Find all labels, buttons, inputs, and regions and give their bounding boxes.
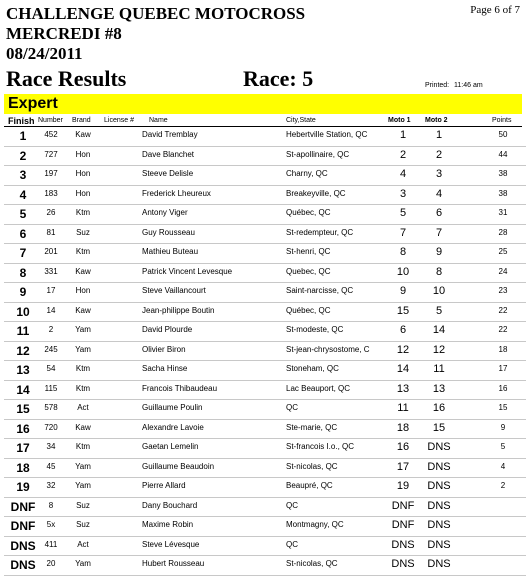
table-row bbox=[4, 459, 526, 479]
cell-moto2: 2 bbox=[435, 148, 443, 161]
cell-moto1: 8 bbox=[399, 246, 407, 258]
cell-city: St-jean-chrysostome, C bbox=[286, 344, 370, 354]
cell-points: 50 bbox=[498, 130, 508, 139]
cell-moto1: 13 bbox=[396, 382, 410, 395]
table-row bbox=[4, 361, 526, 381]
cell-name: Sacha Hinse bbox=[142, 364, 188, 373]
col-number: Number bbox=[38, 117, 63, 124]
table-row bbox=[4, 225, 526, 245]
cell-name: Maxime Robin bbox=[142, 520, 194, 529]
cell-points: 4 bbox=[500, 461, 506, 471]
table-row bbox=[4, 342, 526, 362]
cell-city: Québec, QC bbox=[286, 305, 331, 315]
cell-brand: Kaw bbox=[75, 266, 91, 276]
cell-moto2: DNS bbox=[427, 499, 451, 512]
cell-moto2: 4 bbox=[435, 187, 443, 200]
cell-city: St-redempteur, QC bbox=[286, 227, 354, 237]
table-row bbox=[4, 556, 526, 576]
cell-number: 54 bbox=[46, 364, 56, 373]
cell-number: 20 bbox=[46, 559, 56, 568]
cell-finish: 10 bbox=[16, 304, 30, 319]
cell-city: QC bbox=[286, 539, 298, 549]
cell-city: Québec, QC bbox=[286, 208, 331, 217]
cell-moto1: 18 bbox=[396, 421, 410, 434]
cell-moto2: 12 bbox=[432, 343, 446, 356]
event-date: 08/24/2011 bbox=[6, 44, 83, 63]
cell-brand: Hon bbox=[75, 188, 91, 198]
cell-moto2: 16 bbox=[432, 402, 446, 414]
col-points: Points bbox=[492, 117, 512, 124]
cell-brand: Ktm bbox=[75, 208, 91, 217]
cell-city: St-henri, QC bbox=[286, 247, 331, 256]
event-subtitle: MERCREDI #8 bbox=[6, 24, 122, 43]
cell-moto1: 3 bbox=[399, 187, 407, 200]
cell-name: Steve Vaillancourt bbox=[142, 286, 206, 295]
cell-finish: 9 bbox=[19, 285, 27, 299]
cell-points: 18 bbox=[498, 344, 508, 354]
cell-city: Charny, QC bbox=[286, 169, 328, 178]
cell-name: Hubert Rousseau bbox=[142, 559, 205, 568]
table-row bbox=[4, 400, 526, 420]
col-finish: Finish bbox=[8, 116, 35, 126]
cell-finish: 18 bbox=[16, 460, 30, 475]
cell-number: 34 bbox=[46, 442, 56, 451]
cell-finish: 5 bbox=[19, 207, 27, 221]
results-table bbox=[0, 127, 532, 576]
cell-brand: Yam bbox=[75, 461, 91, 471]
cell-name: Guy Rousseau bbox=[142, 227, 195, 237]
cell-city: Breakeyville, QC bbox=[286, 188, 346, 198]
cell-finish: 8 bbox=[19, 265, 27, 280]
printed-label: Printed: bbox=[425, 82, 450, 89]
col-license: License # bbox=[104, 117, 134, 124]
table-row bbox=[4, 166, 526, 186]
cell-finish: 7 bbox=[19, 246, 27, 260]
results-title: Race Results bbox=[6, 66, 127, 91]
cell-moto1: 12 bbox=[396, 343, 410, 356]
cell-name: Steve Lévesque bbox=[142, 539, 200, 549]
cell-brand: Act bbox=[77, 539, 89, 549]
cell-moto2: 6 bbox=[435, 207, 443, 219]
cell-points: 25 bbox=[498, 247, 508, 256]
cell-points: 28 bbox=[498, 227, 508, 237]
cell-city: Quebec, QC bbox=[286, 266, 331, 276]
cell-number: 81 bbox=[46, 227, 56, 237]
cell-brand: Hon bbox=[75, 169, 91, 178]
cell-city: St-francois I.o., QC bbox=[286, 442, 355, 451]
cell-number: 245 bbox=[44, 344, 58, 354]
cell-points: 15 bbox=[498, 403, 508, 412]
table-row bbox=[4, 303, 526, 323]
cell-number: 197 bbox=[44, 169, 58, 178]
cell-points: 22 bbox=[498, 305, 508, 315]
cell-points: 31 bbox=[498, 208, 508, 217]
cell-moto1: 14 bbox=[396, 363, 410, 375]
cell-name: David Tremblay bbox=[142, 130, 198, 139]
cell-moto2: DNS bbox=[427, 441, 451, 453]
cell-number: 452 bbox=[44, 130, 58, 139]
cell-city: Hebertville Station, QC bbox=[286, 130, 368, 139]
cell-finish: 2 bbox=[19, 148, 27, 163]
cell-moto2: DNS bbox=[427, 538, 451, 551]
table-row bbox=[4, 420, 526, 440]
cell-moto1: DNS bbox=[391, 558, 415, 570]
cell-brand: Suz bbox=[76, 520, 90, 529]
cell-name: Francois Thibaudeau bbox=[142, 383, 218, 393]
cell-number: 8 bbox=[48, 500, 54, 510]
cell-finish: 1 bbox=[19, 129, 27, 143]
printed-time: 11:46 am bbox=[454, 82, 483, 89]
cell-city: St-modeste, QC bbox=[286, 325, 344, 334]
cell-moto2: 13 bbox=[432, 382, 446, 395]
cell-finish: 17 bbox=[16, 441, 30, 455]
cell-name: Guillaume Beaudoin bbox=[142, 461, 215, 471]
cell-moto2: 11 bbox=[433, 363, 445, 375]
col-city: City,State bbox=[286, 117, 316, 124]
cell-points: 5 bbox=[500, 442, 506, 451]
cell-finish: 16 bbox=[16, 421, 30, 436]
table-row bbox=[4, 283, 526, 303]
cell-moto1: 7 bbox=[399, 226, 407, 239]
race-label: Race: 5 bbox=[243, 66, 314, 91]
cell-brand: Kaw bbox=[75, 305, 91, 315]
cell-name: Dany Bouchard bbox=[142, 500, 198, 510]
cell-finish: 11 bbox=[16, 324, 30, 338]
cell-city: QC bbox=[286, 403, 298, 412]
cell-name: Patrick Vincent Levesque bbox=[142, 266, 233, 276]
cell-number: 32 bbox=[46, 481, 56, 490]
cell-moto1: 9 bbox=[399, 285, 407, 297]
cell-moto1: DNF bbox=[391, 519, 415, 531]
cell-finish: 19 bbox=[16, 480, 30, 494]
cell-moto1: 5 bbox=[399, 207, 407, 219]
cell-brand: Yam bbox=[75, 559, 91, 568]
cell-name: Jean-philippe Boutin bbox=[142, 305, 215, 315]
cell-moto2: 14 bbox=[432, 324, 446, 336]
cell-brand: Ktm bbox=[75, 247, 91, 256]
cell-moto2: DNS bbox=[427, 480, 451, 492]
cell-finish: 15 bbox=[16, 402, 30, 416]
page-number: Page 6 of 7 bbox=[470, 4, 520, 16]
cell-number: 727 bbox=[44, 149, 58, 159]
cell-brand: Hon bbox=[75, 149, 91, 159]
event-title: CHALLENGE QUEBEC MOTOCROSS bbox=[6, 4, 306, 23]
category-label: Expert bbox=[8, 95, 58, 112]
cell-city: St-nicolas, QC bbox=[286, 559, 338, 568]
cell-points: 2 bbox=[500, 481, 506, 490]
cell-moto1: 2 bbox=[399, 148, 407, 161]
cell-brand: Act bbox=[77, 403, 89, 412]
cell-moto1: 1 bbox=[399, 129, 407, 141]
cell-name: Pierre Allard bbox=[142, 481, 186, 490]
cell-moto1: 15 bbox=[396, 304, 410, 317]
cell-points: 17 bbox=[498, 364, 508, 373]
cell-name: Dave Blanchet bbox=[142, 149, 195, 159]
table-row bbox=[4, 264, 526, 284]
cell-finish: DNF bbox=[10, 499, 36, 514]
col-moto2: Moto 2 bbox=[425, 117, 448, 124]
cell-moto2: 1 bbox=[435, 129, 443, 141]
cell-name: Guillaume Poulin bbox=[142, 403, 203, 412]
cell-name: Alexandre Lavoie bbox=[142, 422, 204, 432]
cell-moto2: 7 bbox=[435, 226, 443, 239]
cell-number: 183 bbox=[44, 188, 58, 198]
table-row bbox=[4, 147, 526, 167]
cell-finish: 6 bbox=[19, 226, 27, 241]
cell-number: 26 bbox=[46, 208, 56, 217]
cell-points: 38 bbox=[498, 188, 508, 198]
cell-number: 411 bbox=[44, 539, 58, 549]
cell-points: 16 bbox=[498, 383, 508, 393]
table-row bbox=[4, 127, 526, 147]
cell-moto1: 16 bbox=[396, 441, 410, 453]
table-row bbox=[4, 381, 526, 401]
cell-moto1: 19 bbox=[396, 480, 410, 492]
cell-city: Montmagny, QC bbox=[286, 520, 344, 529]
category-banner bbox=[4, 94, 522, 114]
cell-moto1: DNS bbox=[391, 538, 415, 551]
cell-moto2: DNS bbox=[427, 460, 451, 473]
cell-city: Beaupré, QC bbox=[286, 481, 333, 490]
cell-number: 17 bbox=[46, 286, 56, 295]
cell-brand: Suz bbox=[76, 227, 90, 237]
cell-brand: Yam bbox=[75, 344, 91, 354]
cell-name: Antony Viger bbox=[142, 208, 188, 217]
cell-moto1: 11 bbox=[397, 402, 409, 414]
cell-name: Steeve Delisle bbox=[142, 169, 194, 178]
cell-name: Frederick Lheureux bbox=[142, 188, 211, 198]
cell-points: 22 bbox=[498, 325, 508, 334]
cell-brand: Ktm bbox=[75, 383, 91, 393]
cell-number: 5x bbox=[46, 520, 56, 529]
cell-moto2: 5 bbox=[435, 304, 443, 317]
cell-brand: Yam bbox=[75, 481, 91, 490]
table-row bbox=[4, 244, 526, 264]
table-row bbox=[4, 205, 526, 225]
table-row bbox=[4, 537, 526, 557]
cell-name: Gaetan Lemelin bbox=[142, 442, 199, 451]
cell-moto1: 4 bbox=[399, 168, 407, 180]
cell-city: St-apollinaire, QC bbox=[286, 149, 350, 159]
cell-number: 115 bbox=[44, 383, 58, 393]
cell-brand: Kaw bbox=[75, 130, 91, 139]
col-name: Name bbox=[149, 117, 168, 124]
cell-moto1: DNF bbox=[391, 499, 415, 512]
cell-finish: 4 bbox=[19, 187, 27, 202]
cell-moto2: 3 bbox=[435, 168, 443, 180]
cell-brand: Suz bbox=[76, 500, 90, 510]
cell-number: 720 bbox=[44, 422, 58, 432]
cell-points: 24 bbox=[498, 266, 508, 276]
cell-number: 201 bbox=[44, 247, 58, 256]
cell-number: 45 bbox=[46, 461, 56, 471]
cell-city: St-nicolas, QC bbox=[286, 461, 338, 471]
table-row bbox=[4, 517, 526, 537]
table-row bbox=[4, 498, 526, 518]
table-row bbox=[4, 478, 526, 498]
col-moto1: Moto 1 bbox=[388, 117, 411, 124]
cell-finish: DNS bbox=[10, 558, 36, 572]
cell-moto2: 10 bbox=[432, 285, 446, 297]
cell-points: 9 bbox=[500, 422, 506, 432]
cell-finish: 12 bbox=[16, 343, 30, 358]
cell-name: David Plourde bbox=[142, 325, 193, 334]
cell-city: QC bbox=[286, 500, 298, 510]
cell-finish: 13 bbox=[16, 363, 30, 377]
cell-brand: Ktm bbox=[75, 364, 91, 373]
cell-city: Lac Beauport, QC bbox=[286, 383, 351, 393]
cell-moto2: 9 bbox=[435, 246, 443, 258]
table-row bbox=[4, 186, 526, 206]
cell-number: 14 bbox=[46, 305, 56, 315]
table-row bbox=[4, 439, 526, 459]
cell-brand: Yam bbox=[75, 325, 91, 334]
cell-moto2: 8 bbox=[435, 265, 443, 278]
cell-moto1: 6 bbox=[399, 324, 407, 336]
cell-brand: Kaw bbox=[75, 422, 91, 432]
cell-moto2: DNS bbox=[427, 519, 451, 531]
cell-city: Ste-marie, QC bbox=[286, 422, 338, 432]
cell-name: Mathieu Buteau bbox=[142, 247, 199, 256]
cell-moto2: DNS bbox=[427, 558, 451, 570]
cell-points: 38 bbox=[498, 169, 508, 178]
cell-finish: 3 bbox=[19, 168, 27, 182]
col-brand: Brand bbox=[72, 117, 91, 124]
cell-moto1: 10 bbox=[396, 265, 410, 278]
cell-points: 44 bbox=[498, 149, 508, 159]
table-row bbox=[4, 322, 526, 342]
cell-brand: Hon bbox=[75, 286, 91, 295]
cell-city: Saint-narcisse, QC bbox=[286, 286, 354, 295]
cell-city: Stoneham, QC bbox=[286, 364, 339, 373]
cell-points: 23 bbox=[498, 286, 508, 295]
cell-brand: Ktm bbox=[75, 442, 91, 451]
cell-finish: DNF bbox=[10, 519, 36, 533]
cell-moto2: 15 bbox=[432, 421, 446, 434]
cell-number: 2 bbox=[48, 325, 54, 334]
cell-number: 331 bbox=[44, 266, 58, 276]
cell-name: Olivier Biron bbox=[142, 344, 186, 354]
cell-number: 578 bbox=[44, 403, 58, 412]
cell-finish: 14 bbox=[16, 382, 30, 397]
cell-finish: DNS bbox=[10, 538, 36, 553]
cell-moto1: 17 bbox=[396, 460, 410, 473]
